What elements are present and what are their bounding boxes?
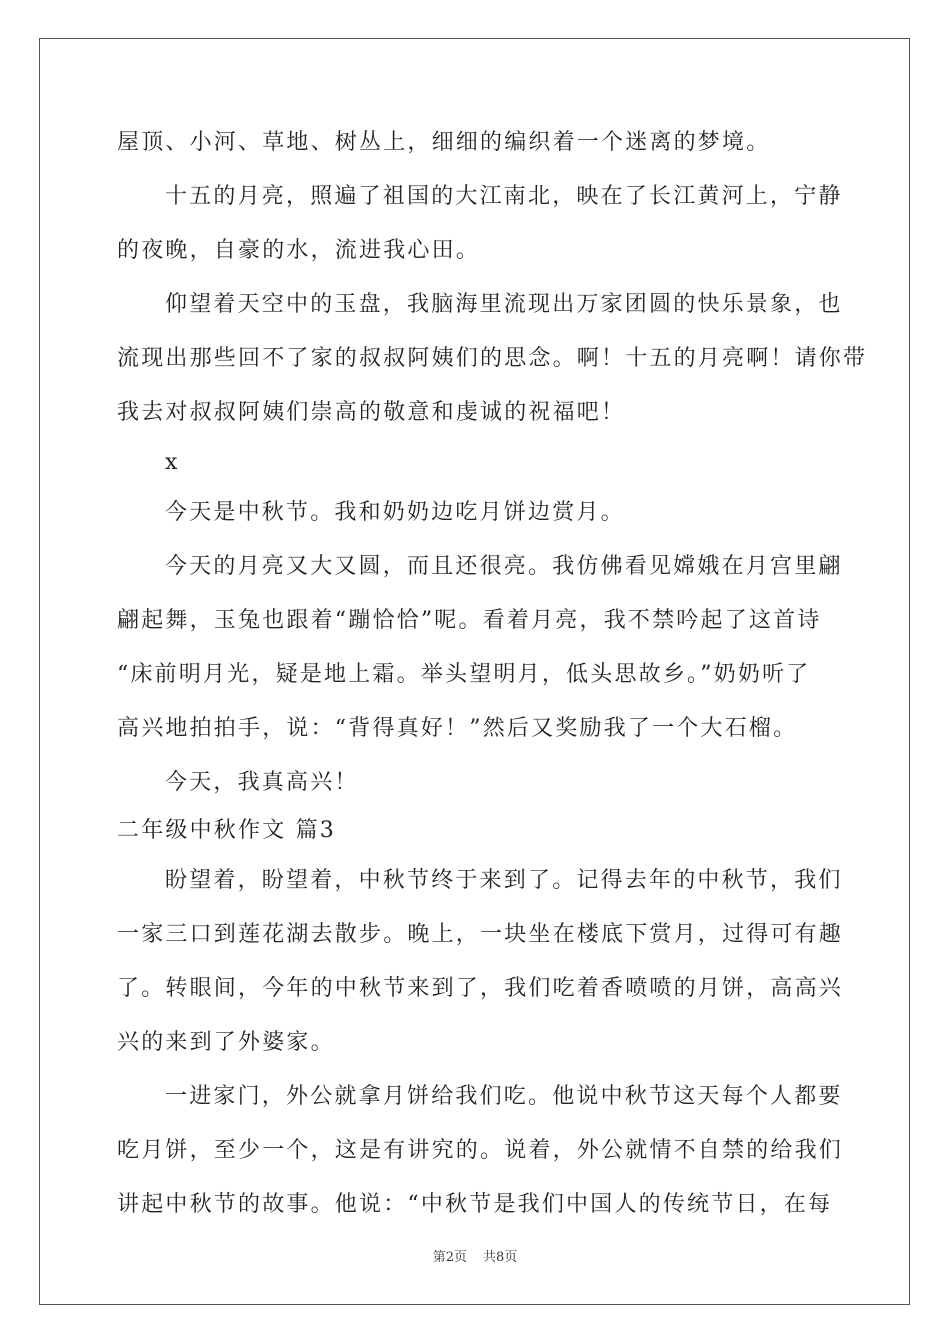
text-line: “床前明月光，疑是地上霜。举头望明月，低头思故乡。”奶奶听了 [117,662,811,687]
text-line: 讲起中秋节的故事。他说：“中秋节是我们中国人的传统节日，在每 [117,1192,833,1217]
page-footer [0,1246,950,1265]
paragraph-start: 盼望着，盼望着，中秋节终于来到了。记得去年的中秋节，我们 [165,868,843,893]
text-line: 吃月饼，至少一个，这是有讲究的。说着，外公就情不自禁的给我们 [117,1138,844,1163]
page-number: 第2页 [432,1250,467,1265]
paragraph-start: 今天的月亮又大又圆，而且还很亮。我仿佛看见嫦娥在月宫里翩 [165,554,843,579]
paragraph-start: 十五的月亮，照遍了祖国的大江南北，映在了长江黄河上，宁静 [165,184,843,209]
section-heading: 二年级中秋作文 篇3 [117,818,336,843]
text-line: 兴的来到了外婆家。 [117,1030,335,1055]
text-line: 流现出那些回不了家的叔叔阿姨们的思念。啊！十五的月亮啊！请你带 [117,346,868,371]
text-line: 我去对叔叔阿姨们崇高的敬意和虔诚的祝福吧！ [117,400,626,425]
paragraph-start: 一进家门，外公就拿月饼给我们吃。他说中秋节这天每个人都要 [165,1084,843,1109]
text-line: 屋顶、小河、草地、树丛上，细细的编织着一个迷离的梦境。 [117,130,771,155]
text-line: 了。转眼间，今年的中秋节来到了，我们吃着香喷喷的月饼，高高兴 [117,976,844,1001]
paragraph-start: 仰望着天空中的玉盘，我脑海里流现出万家团圆的快乐景象，也 [165,292,843,317]
text-line: 一家三口到莲花湖去散步。晚上，一块坐在楼底下赏月，过得可有趣 [117,922,844,947]
paragraph-start: 今天是中秋节。我和奶奶边吃月饼边赏月。 [165,500,625,525]
text-line: 翩起舞，玉兔也跟着“蹦恰恰”呢。看着月亮，我不禁吟起了这首诗 [117,608,822,633]
text-line: 的夜晚，自豪的水，流进我心田。 [117,238,481,263]
text-line-x: x [165,450,180,475]
text-line: 高兴地拍拍手，说：“背得真好！”然后又奖励我了一个大石榴。 [117,716,798,741]
page-total: 共8页 [483,1250,518,1265]
paragraph-start: 今天，我真高兴！ [165,770,359,795]
